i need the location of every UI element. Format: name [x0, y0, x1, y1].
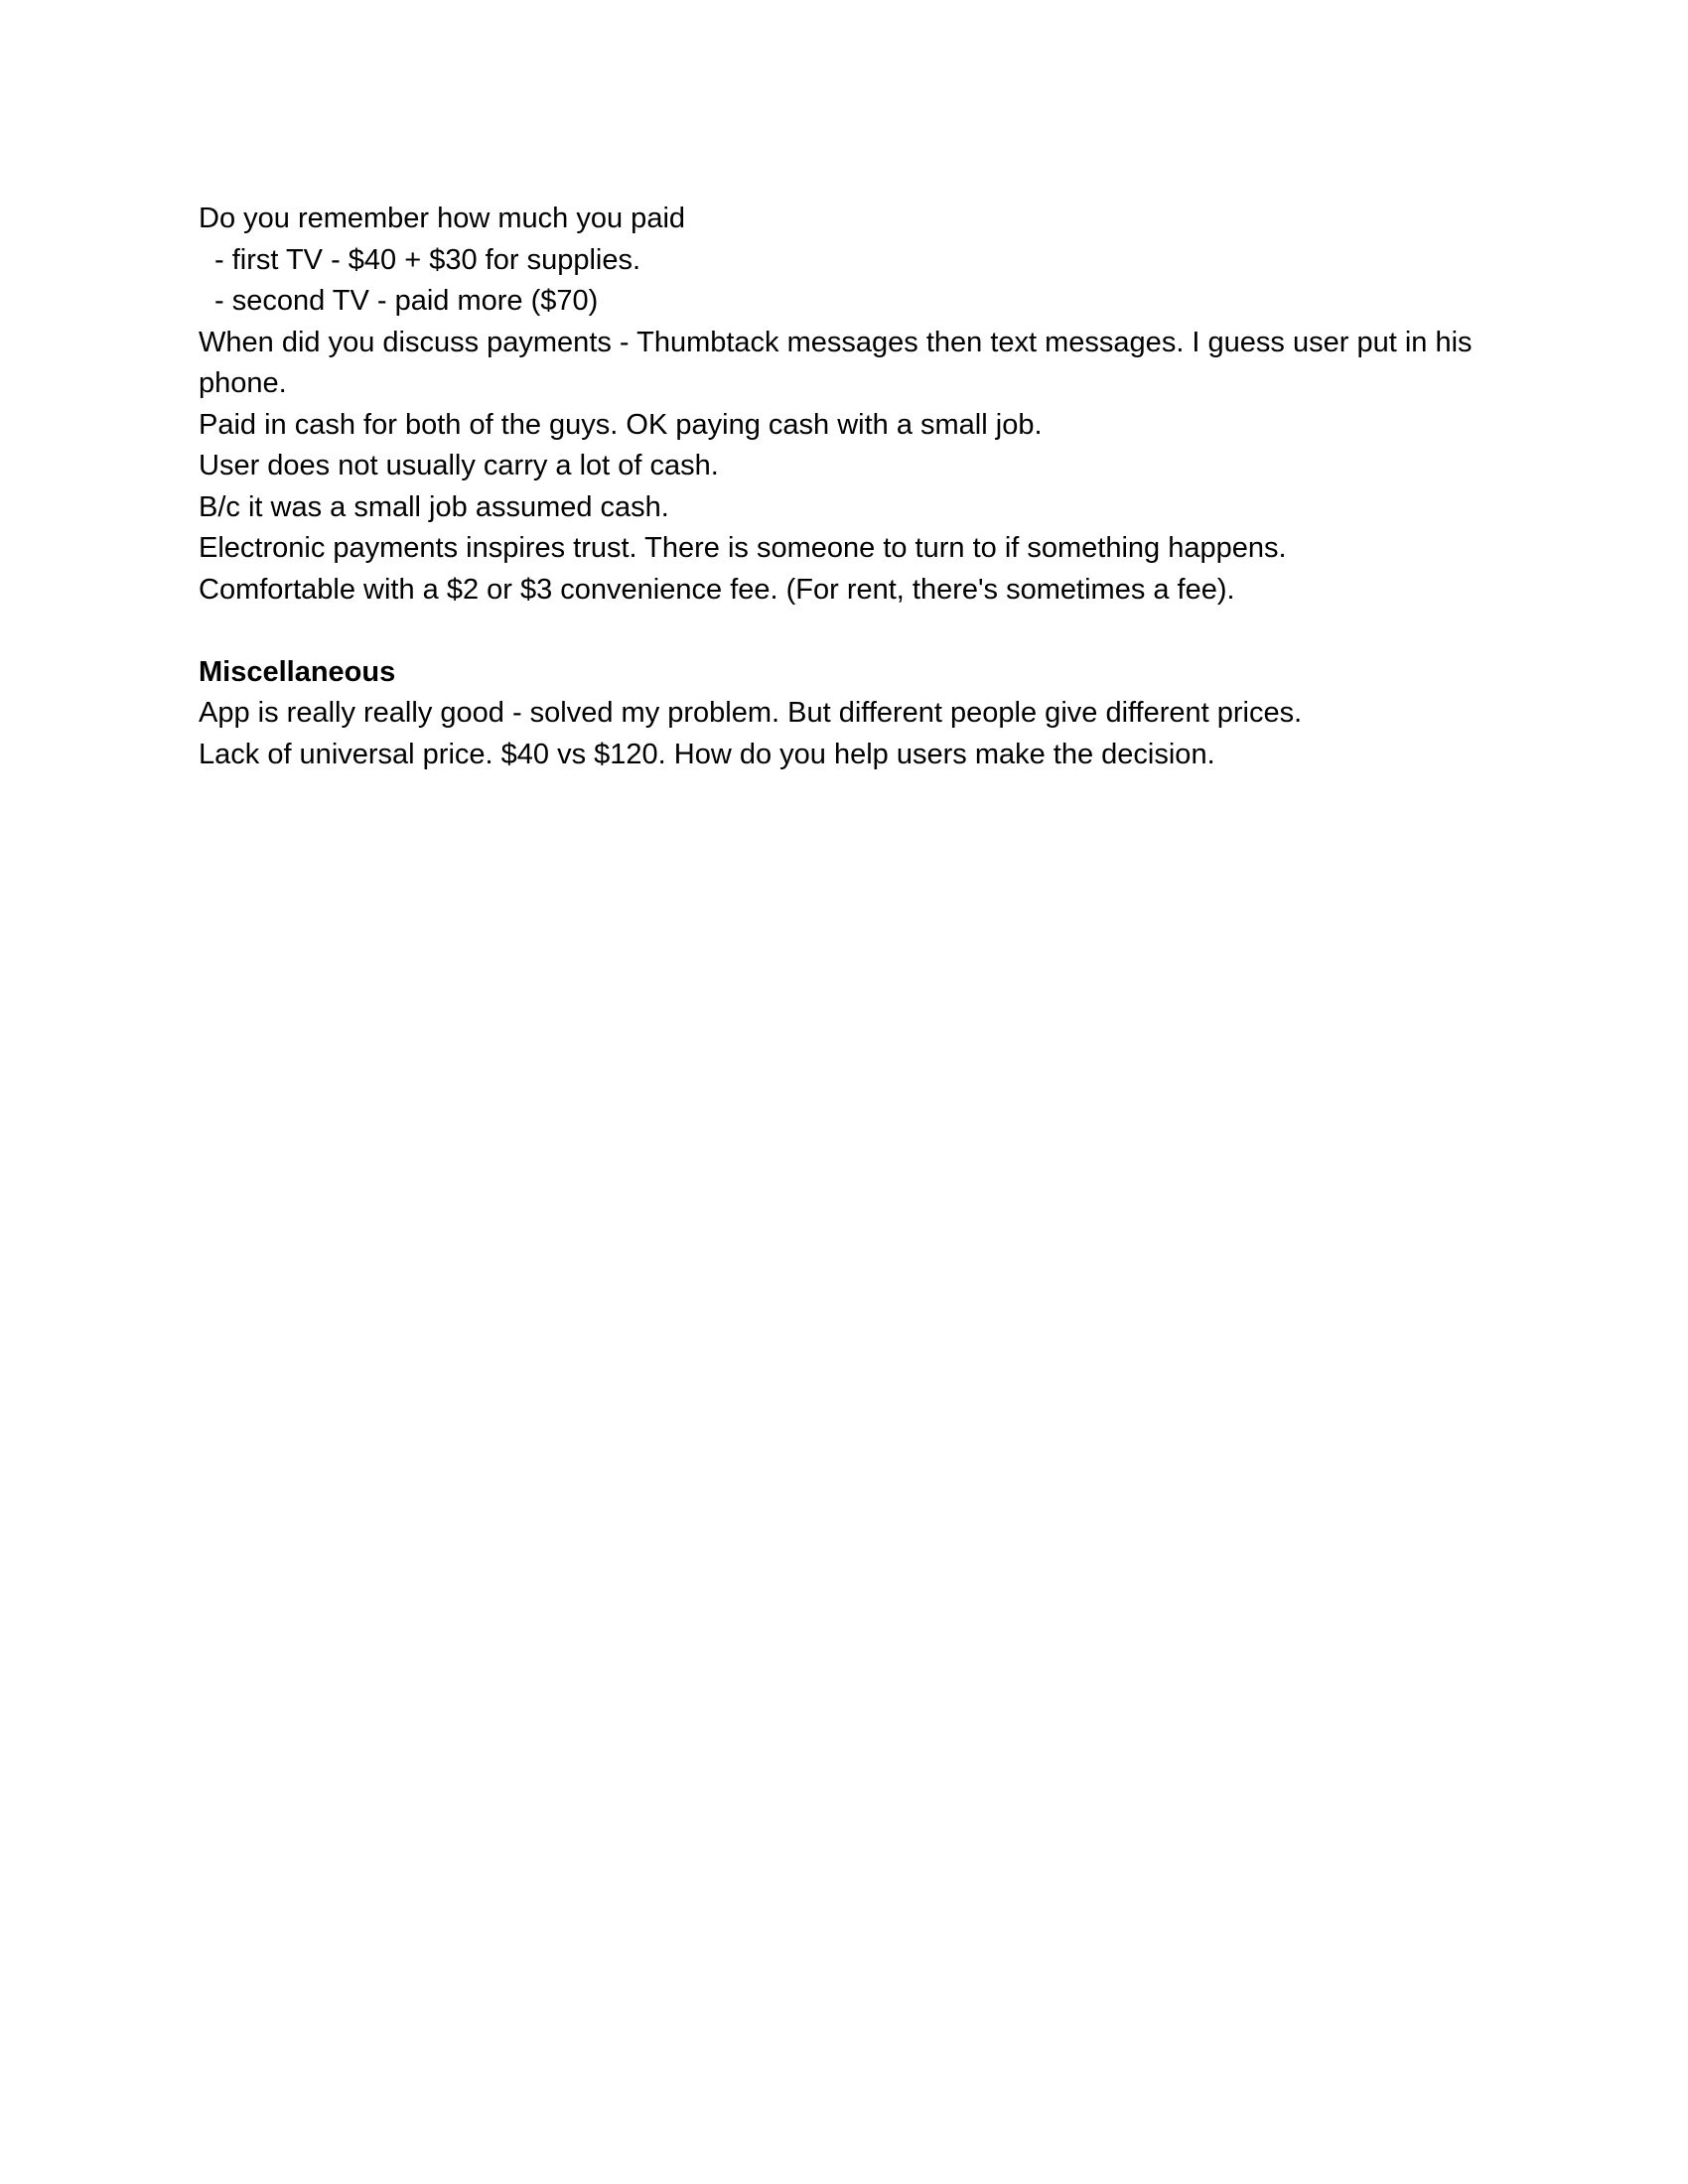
payment-note-carry-cash: User does not usually carry a lot of cash.	[199, 450, 719, 481]
section-spacer	[199, 611, 1489, 652]
payment-note-fee: Comfortable with a $2 or $3 convenience fee. (For rent, there's sometimes a fee).	[199, 573, 1235, 606]
document-body	[199, 199, 1489, 775]
payment-question: Do you remember how much you paid	[199, 203, 686, 234]
payment-bullet-first-tv: - first TV - $40 + $30 for supplies.	[214, 243, 641, 276]
payment-note-discussion: When did you discuss payments - Thumbtack messages then text messages. I guess user put in his phone.	[199, 326, 1480, 399]
payment-note-trust: Electronic payments inspires trust. There is someone to turn to if something happens.	[199, 532, 1287, 564]
payment-bullet-second-tv: - second TV - paid more ($70)	[214, 285, 599, 317]
payment-note-cash: Paid in cash for both of the guys. OK paying cash with a small job.	[199, 408, 1043, 441]
misc-note-universal-price: Lack of universal price. $40 vs $120. How do you help users make the decision.	[199, 738, 1215, 770]
misc-heading: Miscellaneous	[199, 655, 396, 688]
misc-note-app-good: App is really really good - solved my problem. But different people give different prices.	[199, 697, 1303, 729]
payment-note-small-job: B/c it was a small job assumed cash.	[199, 490, 669, 523]
